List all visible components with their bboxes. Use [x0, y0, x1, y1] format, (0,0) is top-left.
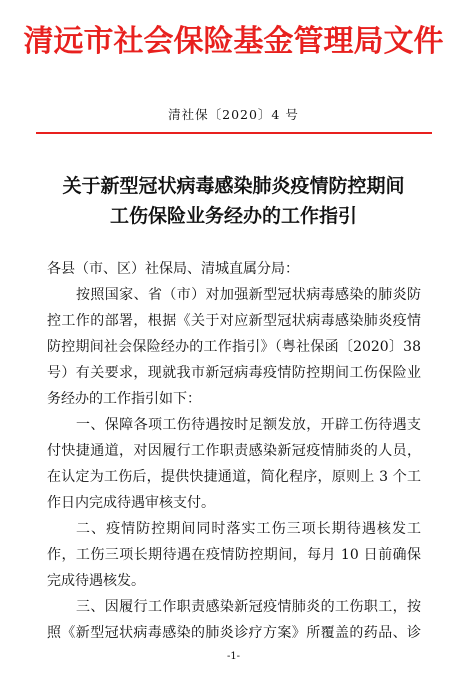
- document-title-line-2: 工伤保险业务经办的工作指引: [109, 205, 357, 227]
- body-line: 照《新型冠状病毒感染的肺炎诊疗方案》所覆盖的药品、诊: [47, 625, 421, 641]
- body-line: 作，工伤三项长期待遇在疫情防控期间，每月 10 日前确保: [47, 547, 421, 563]
- salutation-line: 各县（市、区）社保局、清城直属分局：: [47, 261, 299, 277]
- document-title-line-1: 关于新型冠状病毒感染肺炎疫情防控期间: [62, 175, 405, 197]
- page-number: -1-: [226, 651, 241, 662]
- body-line: 防控期间社会保险经办的工作指引》（粤社保函〔2020〕38: [47, 339, 421, 355]
- body-line: 三、因履行工作职责感染新冠疫情肺炎的工伤职工，按: [76, 599, 421, 615]
- document-body: [47, 256, 421, 646]
- body-line: 二、疫情防控期间同时落实工伤三项长期待遇核发工: [76, 521, 421, 537]
- body-line: 一、保障各项工伤待遇按时足额发放，开辟工伤待遇支: [76, 417, 421, 433]
- body-line: 付快捷通道，对因履行工作职责感染新冠疫情肺炎的人员，: [47, 443, 421, 459]
- agency-header-title: 清远市社会保险基金管理局文件: [23, 24, 444, 59]
- body-line: 作日内完成待遇审核支付。: [47, 495, 215, 511]
- body-line: 完成待遇核发。: [47, 573, 145, 589]
- body-line: 按照国家、省（市）对加强新型冠状病毒感染的肺炎防: [76, 287, 421, 303]
- body-line: 务经办的工作指引如下：: [47, 391, 201, 407]
- document-number: 清社保〔2020〕4 号: [168, 107, 299, 122]
- body-line: 控工作的部署，根据《关于对应新型冠状病毒感染肺炎疫情: [47, 313, 421, 329]
- body-line: 在认定为工伤后，提供快捷通道，简化程序，原则上 3 个工: [47, 469, 421, 485]
- red-separator-line: [36, 132, 432, 134]
- body-line: 号）有关要求，现就我市新冠病毒疫情防控期间工伤保险业: [47, 365, 421, 381]
